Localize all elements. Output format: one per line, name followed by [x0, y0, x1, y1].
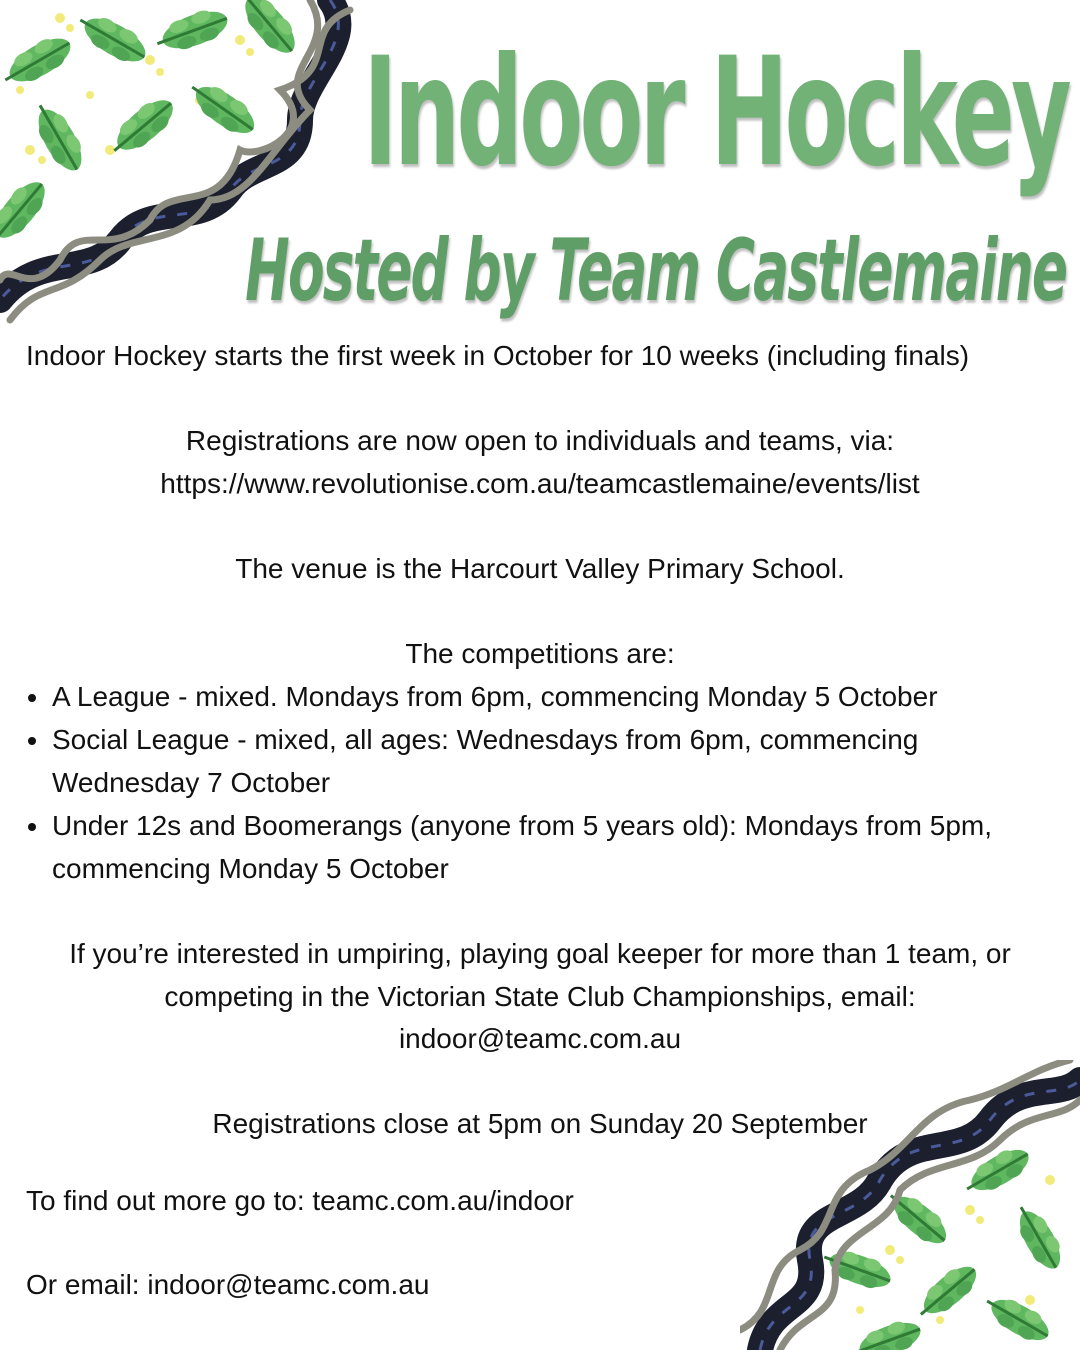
interest-text-line2: competing in the Victorian State Club Championships, email: [164, 981, 916, 1012]
competition-line-continued: commencing Monday 5 October [52, 853, 449, 884]
list-item [22, 718, 1077, 804]
page-subtitle: Hosted by Team Castlemaine [245, 221, 1066, 321]
competition-line: Under 12s and Boomerangs (anyone from 5 years old): Mondays from 5pm, [52, 810, 993, 841]
competitions-heading: The competitions are: [405, 638, 675, 669]
contact-email-text[interactable]: Or email: indoor@teamc.com.au [26, 1269, 430, 1300]
registration-text: Registrations are now open to individuals and teams, via: [185, 425, 895, 456]
competitions-list [22, 675, 1077, 890]
registration-link[interactable]: https://www.revolutionise.com.au/teamcastlemaine/events/list [160, 468, 920, 499]
competition-line-continued: Wednesday 7 October [52, 767, 331, 798]
list-item [22, 675, 1077, 718]
competition-line: Social League - mixed, all ages: Wednesdays from 6pm, commencing [52, 724, 919, 755]
interest-email-link[interactable]: indoor@teamc.com.au [398, 1023, 682, 1054]
competition-line: A League - mixed. Mondays from 6pm, commencing Monday 5 October [52, 681, 938, 712]
list-item [22, 804, 1077, 890]
registration-close-text: Registrations close at 5pm on Sunday 20 September [212, 1108, 868, 1139]
venue-text: The venue is the Harcourt Valley Primary School. [235, 553, 845, 584]
find-out-more-text[interactable]: To find out more go to: teamc.com.au/indoor [26, 1185, 574, 1216]
interest-text-line1: If you’re interested in umpiring, playing goal keeper for more than 1 team, or [69, 938, 1011, 969]
page-title: Indoor Hockey [363, 26, 1068, 200]
intro-text: Indoor Hockey starts the first week in October for 10 weeks (including finals) [26, 340, 970, 371]
